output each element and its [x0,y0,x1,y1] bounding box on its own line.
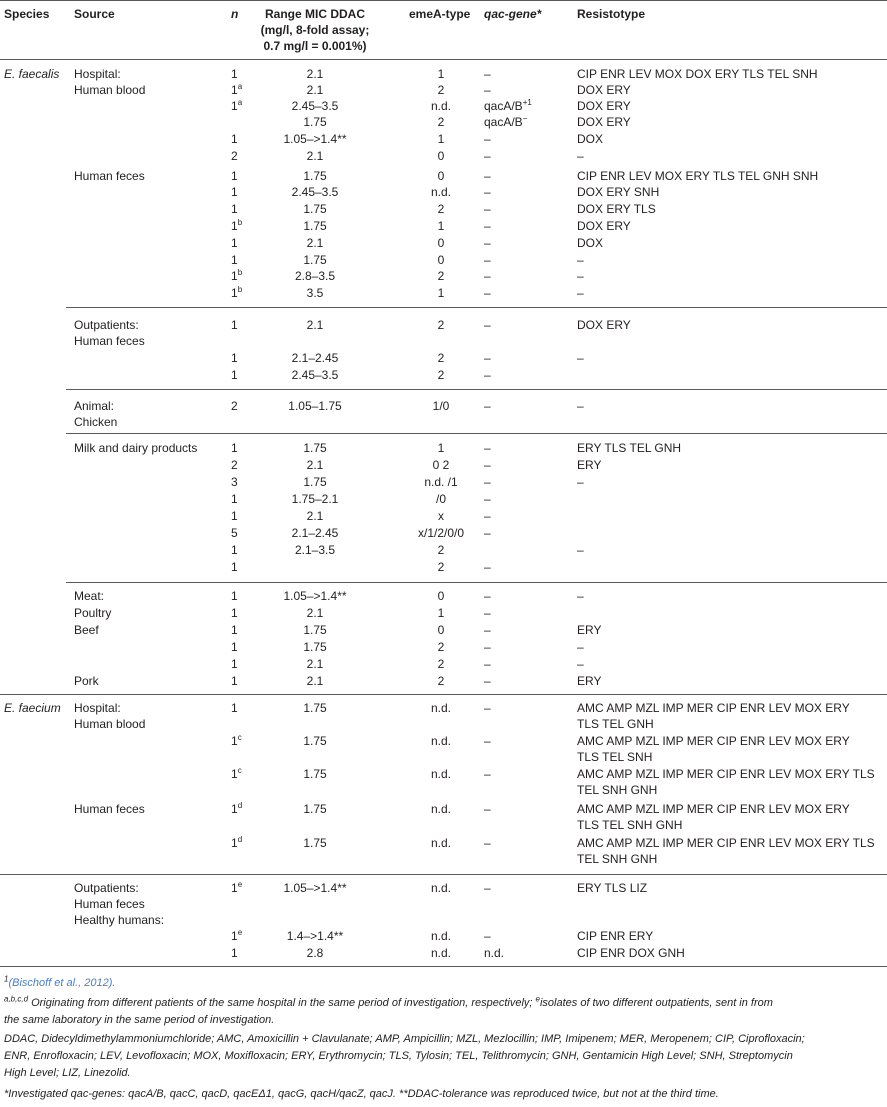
cell-range-mic: 1.75 [303,767,327,781]
source-label: Chicken [74,415,118,429]
cell-resistotype: – [577,589,584,603]
cell-n: 1 [231,560,238,574]
footnote-abbreviations-2: ENR, Enrofloxacin; LEV, Levofloxacin; MOX, Moxifloxacin; ERY, Erythromycin; TLS, Tylosin; TEL, Telithromycin; GNH, Gentamicin High Level; SNH, Streptomycin [4,1050,793,1062]
header-emea: emeA-type [409,7,471,21]
cell-emea-type: 0 [437,169,445,183]
footnote-ref: $^1$(Bischoff et al., 2012). [4,974,116,989]
cell-n: 1 [231,318,238,332]
rule-faecium [0,694,887,695]
cell-range-mic: 1.75 [303,441,327,455]
cell-qac-gene: – [484,351,491,365]
source-label: Hospital: [74,701,121,715]
cell-resistotype: – [577,399,584,413]
cell-n: 1 [231,674,238,688]
cell-qac-gene: – [484,734,491,748]
cell-qac-gene: – [484,132,491,146]
cell-emea-type: 1 [437,286,445,300]
header-rule [0,59,887,60]
cell-emea-type: x [438,509,444,523]
source-label: Outpatients: [74,318,139,332]
cell-resistotype: AMC AMP MZL IMP MER CIP ENR LEV MOX ERY [577,802,850,816]
source-label: Pork [74,674,99,688]
cell-n: 2 [231,149,238,163]
cell-emea-type: 2 [437,674,445,688]
cell-qac-gene: qacA/$B^{+1}$ [484,98,532,113]
cell-n: 1 [231,543,238,557]
cell-n: 1$^d$ [231,835,243,850]
cell-emea-type: n.d. [430,929,451,943]
cell-qac-gene: – [484,492,491,506]
cell-qac-gene: – [484,458,491,472]
bottom-rule [0,966,887,967]
cell-resistotype: – [577,253,584,267]
cell-resistotype: – [577,351,584,365]
cell-range-mic: 2.1 [306,674,324,688]
cell-range-mic: 1.75 [303,169,327,183]
cell-qac-gene: – [484,674,491,688]
cell-range-mic: 1.75 [303,701,327,715]
cell-resistotype: – [577,543,584,557]
cell-n: 2 [231,399,238,413]
source-label: Human feces [74,169,145,183]
cell-range-mic: 1.05–>1.4** [283,881,347,895]
cell-emea-type: 1 [437,441,445,455]
cell-n: 1 [231,67,238,81]
cell-emea-type: n.d. [430,99,451,113]
cell-n: 1 [231,657,238,671]
cell-qac-gene: – [484,560,491,574]
cell-qac-gene: – [484,169,491,183]
cell-n: 3 [231,475,238,489]
cell-resistotype: – [577,286,584,300]
rule-faecium-outpatients [0,874,887,875]
species-faecium: E. faecium [4,701,61,715]
cell-qac-gene: – [484,640,491,654]
cell-emea-type: 1/0 [432,399,450,413]
cell-range-mic: 1.75 [303,802,327,816]
cell-n: 1 [231,202,238,216]
cell-n: 1 [231,701,238,715]
source-label: Human feces [74,897,145,911]
cell-range-mic: 2.45–3.5 [291,185,339,199]
cell-range-mic: 1.05–>1.4** [283,132,347,146]
cell-qac-gene: – [484,441,491,455]
cell-resistotype: – [577,657,584,671]
cell-emea-type: /0 [435,492,446,506]
cell-n: 1 [231,492,238,506]
cell-qac-gene: – [484,185,491,199]
cell-n: 1 [231,351,238,365]
cell-n: 2 [231,458,238,472]
cell-n: 1$^b$ [231,285,243,300]
cell-emea-type: x/1/2/0/0 [417,526,465,540]
source-label: Beef [74,623,99,637]
cell-qac-gene: – [484,606,491,620]
cell-n: 5 [231,526,238,540]
cell-emea-type: 0 [437,589,445,603]
cell-resistotype: ERY TLS TEL GNH [577,441,682,455]
cell-n: 1 [231,640,238,654]
cell-qac-gene: – [484,83,491,97]
cell-emea-type: 1 [437,132,445,146]
cell-range-mic: 2.45–3.5 [291,368,339,382]
cell-range-mic: 1.75 [303,734,327,748]
cell-qac-gene: – [484,236,491,250]
cell-range-mic: 2.1 [306,83,324,97]
cell-qac-gene: – [484,836,491,850]
cell-range-mic: 2.45–3.5 [291,99,339,113]
header-n: n [231,7,239,21]
cell-emea-type: 2 [437,351,445,365]
cell-range-mic: 2.1 [306,67,324,81]
cell-n: 1 [231,368,238,382]
cell-emea-type: n.d. [430,946,451,960]
cell-n: 1$^a$ [231,82,243,97]
cell-emea-type: 1 [437,219,445,233]
cell-qac-gene: – [484,67,491,81]
cell-emea-type: 0 [437,236,445,250]
cell-qac-gene: – [484,269,491,283]
cell-n: 1 [231,441,238,455]
source-label: Human blood [74,717,146,731]
source-label: Human feces [74,334,145,348]
footnote-patients-line2: the same laboratory in the same period of investigation. [4,1014,275,1026]
cell-emea-type: 2 [437,640,445,654]
cell-qac-gene: – [484,475,491,489]
cell-resistotype: ERY TLS LIZ [577,881,648,895]
cell-resistotype-cont: TEL SNH GNH [577,852,658,866]
cell-n: 1 [231,946,238,960]
cell-emea-type: 2 [437,560,445,574]
cell-resistotype: DOX ERY SNH [577,185,660,199]
cell-range-mic: 2.8–3.5 [294,269,336,283]
cell-n: 1e [231,928,243,943]
cell-range-mic: 1.75 [303,253,327,267]
cell-qac-gene: – [484,767,491,781]
cell-resistotype: CIP ENR ERY [577,929,654,943]
cell-range-mic: 1.75 [303,836,327,850]
cell-emea-type: 2 [437,543,445,557]
cell-resistotype: – [577,640,584,654]
cell-qac-gene: – [484,929,491,943]
rule-milk [66,433,887,434]
cell-n: 1$^d$ [231,801,243,816]
cell-emea-type: n.d. [430,767,451,781]
cell-n: 1 [231,236,238,250]
cell-range-mic: 1.75 [303,219,327,233]
cell-emea-type: 2 [437,115,445,129]
cell-qac-gene: – [484,526,491,540]
cell-n: 1$^b$ [231,218,243,233]
cell-resistotype: DOX ERY [577,83,631,97]
cell-resistotype: – [577,269,584,283]
cell-n: 1$^c$ [231,766,242,781]
cell-emea-type: 0 [437,623,445,637]
top-rule [0,0,887,1]
cell-resistotype-cont: TLS TEL SNH GNH [577,818,683,832]
rule-outpatients [66,307,887,308]
cell-qac-gene: – [484,399,491,413]
cell-emea-type: 1 [437,67,445,81]
cell-range-mic: 2.1 [306,149,324,163]
cell-range-mic: 1.75 [303,202,327,216]
species-faecalis: E. faecalis [4,67,60,81]
header-source: Source [74,7,115,21]
source-label: Poultry [74,606,112,620]
cell-qac-gene: – [484,623,491,637]
cell-resistotype: DOX ERY [577,318,631,332]
cell-resistotype: AMC AMP MZL IMP MER CIP ENR LEV MOX ERY [577,734,850,748]
source-label: Human feces [74,802,145,816]
cell-resistotype-cont: TLS TEL GNH [577,717,654,731]
cell-n: 1$^a$ [231,98,243,113]
cell-resistotype-cont: TEL SNH GNH [577,783,658,797]
cell-range-mic: 2.1 [306,318,324,332]
cell-range-mic: 2.1–2.45 [291,351,339,365]
rule-animal [66,389,887,390]
cell-range-mic: 1.75 [303,640,327,654]
cell-qac-gene: – [484,509,491,523]
cell-qac-gene: – [484,318,491,332]
footnote-abbreviations-1: DDAC, Didecyldimethylammoniumchloride; AMC, Amoxicillin + Clavulanate; AMP, Ampicillin; MZL, Mezlocillin; IMP, Imipenem; MER, Meropenem; CIP, Ciprofloxacin; [4,1033,805,1045]
header-range-l2: (mg/l, 8-fold assay; [260,23,370,37]
cell-qac-gene: – [484,657,491,671]
cell-qac-gene: – [484,802,491,816]
cell-emea-type: 2 [437,269,445,283]
cell-resistotype: DOX ERY [577,115,631,129]
cell-range-mic: 1.75 [303,115,327,129]
cell-range-mic: 1.75–2.1 [291,492,339,506]
header-range-l1: Range MIC DDAC [264,7,365,21]
footnote-qac-genes: *Investigated qac-genes: qacA/B, qacC, qacD, qacEΔ1, qacG, qacH/qacZ, qacJ. **DDAC-tolerance was reproduced twice, but not at the third time. [4,1088,719,1100]
header-qac: qac-gene* [484,7,542,21]
cell-n: 1$^b$ [231,268,243,283]
cell-qac-gene: – [484,253,491,267]
cell-emea-type: 0 [437,253,445,267]
cell-resistotype: ERY [577,458,602,472]
cell-emea-type: n.d. /1 [424,475,458,489]
cell-resistotype: AMC AMP MZL IMP MER CIP ENR LEV MOX ERY [577,701,850,715]
cell-n: 1 [231,589,238,603]
cell-emea-type: n.d. [430,701,451,715]
cell-range-mic: 3.5 [306,286,324,300]
cell-n: 1 [231,185,238,199]
header-range-l3: 0.7 mg/l = 0.001%) [263,39,367,53]
cell-emea-type: n.d. [430,734,451,748]
cell-resistotype: AMC AMP MZL IMP MER CIP ENR LEV MOX ERY TLS [577,767,875,781]
cell-emea-type: n.d. [430,185,451,199]
cell-range-mic: 2.1 [306,606,324,620]
cell-emea-type: 0 2 [432,458,450,472]
cell-emea-type: 2 [437,83,445,97]
cell-n: 1 [231,606,238,620]
source-label: Hospital: [74,67,121,81]
cell-range-mic: 1.05–>1.4** [283,589,347,603]
cell-emea-type: 2 [437,202,445,216]
cell-resistotype: DOX [577,236,604,250]
rule-meat [66,582,887,583]
cell-n: 1e [231,880,243,895]
cell-range-mic: 1.4–>1.4** [286,929,344,943]
source-label: Healthy humans: [74,913,165,927]
cell-range-mic: 1.75 [303,475,327,489]
source-label: Meat: [74,589,105,603]
source-label: Human blood [74,83,146,97]
cell-resistotype: – [577,149,584,163]
cell-qac-gene: – [484,219,491,233]
cell-qac-gene: – [484,368,491,382]
cell-resistotype: AMC AMP MZL IMP MER CIP ENR LEV MOX ERY TLS [577,836,875,850]
cell-range-mic: 2.1 [306,236,324,250]
cell-n: 1 [231,509,238,523]
header-resistotype: Resistotype [577,7,646,21]
cell-resistotype: DOX [577,132,604,146]
source-label: Milk and dairy products [74,441,198,455]
cell-n: 1 [231,169,238,183]
cell-resistotype-cont: TLS TEL SNH [577,750,653,764]
cell-range-mic: 1.75 [303,623,327,637]
header-species: Species [4,7,50,21]
cell-qac-gene: – [484,589,491,603]
cell-emea-type: 2 [437,368,445,382]
cell-qac-gene: – [484,202,491,216]
cell-qac-gene: qacA/B− [484,114,528,129]
cell-range-mic: 2.1 [306,458,324,472]
cell-qac-gene: – [484,701,491,715]
cell-emea-type: 2 [437,657,445,671]
cell-range-mic: 2.1–2.45 [291,526,339,540]
cell-range-mic: 2.8 [306,946,324,960]
cell-emea-type: 0 [437,149,445,163]
cell-resistotype: CIP ENR DOX GNH [577,946,685,960]
cell-resistotype: CIP ENR LEV MOX ERY TLS TEL GNH SNH [577,169,819,183]
cell-qac-gene: – [484,881,491,895]
cell-qac-gene: – [484,286,491,300]
cell-range-mic: 1.05–1.75 [288,399,342,413]
footnote-patients: $^{a,b,c,d}$ Originating from different patients of the same hospital in the same period of investigation, respectively; $^e$isolates of two different outpatients, sent in from [4,994,773,1009]
cell-n: 1 [231,623,238,637]
footnote-abbreviations-3: High Level; LIZ, Linezolid. [4,1067,131,1079]
cell-qac-gene: – [484,149,491,163]
cell-emea-type: n.d. [430,802,451,816]
cell-n: 1$^c$ [231,733,242,748]
cell-range-mic: 2.1–3.5 [294,543,336,557]
cell-resistotype: DOX ERY TLS [577,202,656,216]
cell-resistotype: – [577,475,584,489]
cell-resistotype: ERY [577,674,602,688]
cell-range-mic: 2.1 [306,509,324,523]
cell-n: 1 [231,253,238,267]
cell-range-mic: 2.1 [306,657,324,671]
cell-resistotype: ERY [577,623,602,637]
cell-emea-type: 2 [437,318,445,332]
cell-qac-gene: n.d. [484,946,505,960]
source-label: Animal: [74,399,115,413]
cell-emea-type: n.d. [430,836,451,850]
source-label: Outpatients: [74,881,139,895]
cell-resistotype: CIP ENR LEV MOX DOX ERY TLS TEL SNH [577,67,818,81]
cell-resistotype: DOX ERY [577,99,631,113]
cell-emea-type: 1 [437,606,445,620]
cell-n: 1 [231,132,238,146]
cell-resistotype: DOX ERY [577,219,631,233]
cell-emea-type: n.d. [430,881,451,895]
